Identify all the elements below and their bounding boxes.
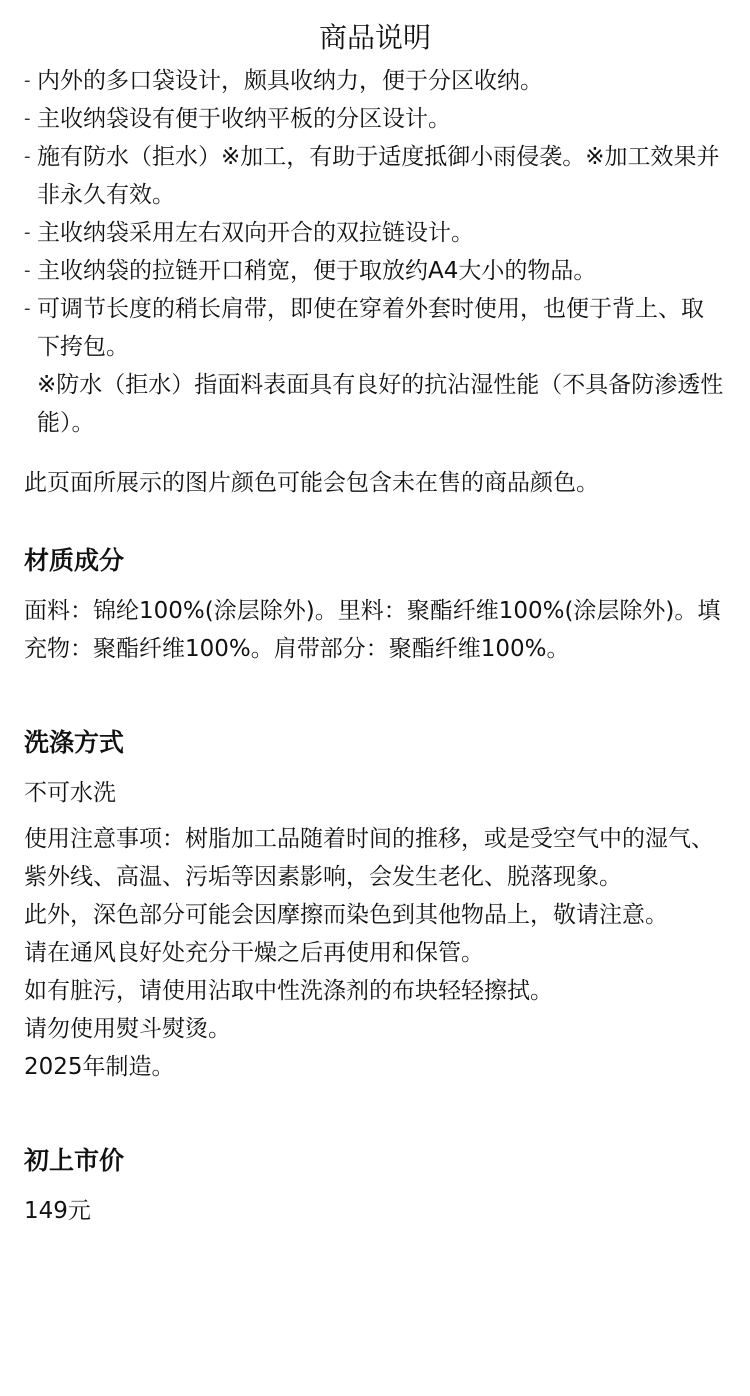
page-title: 商品说明 [318, 21, 431, 54]
bullet-dash: - [24, 260, 31, 281]
care-note: 请在通风良好处充分干燥之后再使用和保管。 [24, 940, 484, 966]
feature-item [24, 62, 726, 100]
product-description-page [0, 18, 750, 1230]
material-heading: 材质成分 [24, 546, 125, 575]
feature-item [24, 138, 726, 214]
feature-text: 主收纳袋的拉链开口稍宽，便于取放约A4大小的物品。 [37, 258, 597, 284]
care-note: 请勿使用熨斗熨烫。 [24, 1016, 231, 1042]
feature-item [24, 100, 726, 138]
bullet-dash: - [24, 298, 31, 319]
waterproof-footnote: ※防水（拒水）指面料表面具有良好的抗沾湿性能（不具备防渗透性能）。 [37, 372, 724, 436]
feature-text: 主收纳袋采用左右双向开合的双拉链设计。 [37, 220, 474, 246]
feature-item [24, 252, 726, 290]
feature-item [24, 214, 726, 252]
manufacture-year: 2025年制造。 [24, 1054, 175, 1080]
bullet-dash: - [24, 222, 31, 243]
bullet-dash: - [24, 108, 31, 129]
feature-list [24, 62, 726, 366]
feature-item [24, 290, 726, 366]
care-note: 如有脏污，请使用沾取中性洗涤剂的布块轻轻擦拭。 [24, 978, 553, 1004]
washing-heading: 洗涤方式 [24, 728, 125, 757]
feature-text: 施有防水（拒水）※加工，有助于适度抵御小雨侵袭。※加工效果并非永久有效。 [37, 144, 720, 208]
material-text: 面料：锦纶100%(涂层除外)。里料：聚酯纤维100%(涂层除外)。填充物：聚酯纤维100%。肩带部分：聚酯纤维100%。 [24, 598, 721, 662]
price-heading: 初上市价 [24, 1146, 125, 1175]
feature-text: 内外的多口袋设计，颇具收纳力，便于分区收纳。 [37, 68, 543, 94]
bullet-dash: - [24, 70, 31, 91]
care-note: 使用注意事项：树脂加工品随着时间的推移，或是受空气中的湿气、紫外线、高温、污垢等因素影响，会发生老化、脱落现象。 [24, 826, 714, 890]
color-disclaimer: 此页面所展示的图片颜色可能会包含未在售的商品颜色。 [24, 470, 599, 496]
care-note: 此外，深色部分可能会因摩擦而染色到其他物品上，敬请注意。 [24, 902, 668, 928]
washing-method: 不可水洗 [24, 780, 116, 806]
price-value: 149元 [24, 1198, 91, 1224]
feature-text: 主收纳袋设有便于收纳平板的分区设计。 [37, 106, 451, 132]
feature-text: 可调节长度的稍长肩带，即使在穿着外套时使用，也便于背上、取下挎包。 [37, 296, 704, 360]
bullet-dash: - [24, 146, 31, 167]
